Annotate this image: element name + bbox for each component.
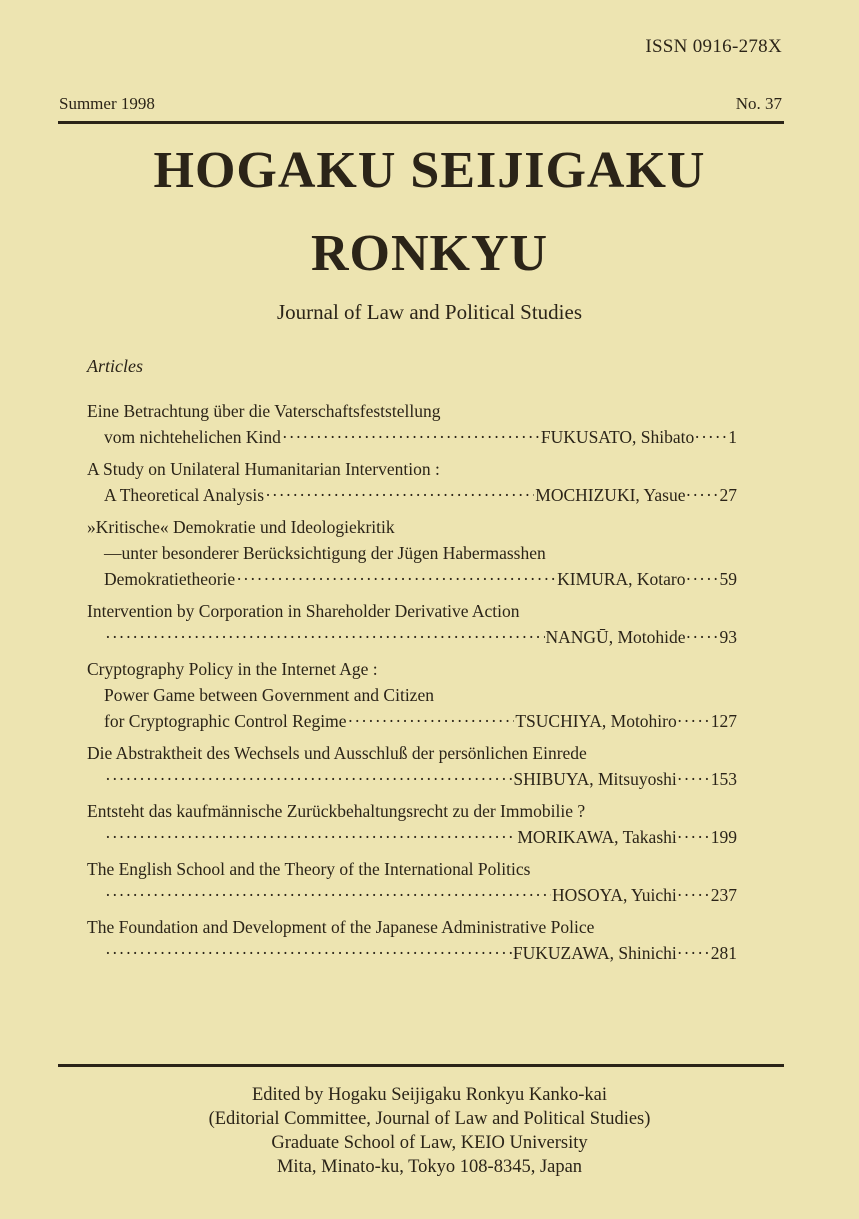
footer-line: Edited by Hogaku Seijigaku Ronkyu Kanko-kai bbox=[251, 1085, 608, 1105]
article-author: FUKUZAWA, Shinichi bbox=[512, 943, 677, 963]
article-title-line: Eine Betrachtung über die Vaterschaftsfeststellung bbox=[87, 401, 441, 421]
article-title-line: vom nichtehelichen Kind bbox=[104, 427, 281, 447]
article-page-number: 237 bbox=[710, 885, 737, 905]
leader-dots bbox=[677, 708, 711, 734]
article-author: TSUCHIYA, Motohiro bbox=[515, 711, 677, 731]
article-byline bbox=[87, 424, 737, 450]
leader-dots bbox=[677, 824, 711, 850]
issue-season: Summer 1998 bbox=[59, 94, 155, 113]
article-byline bbox=[87, 482, 737, 508]
article-page-number: 27 bbox=[719, 485, 737, 505]
article-page-number: 93 bbox=[719, 627, 737, 647]
article-page-number: 281 bbox=[710, 943, 737, 963]
leader-dots bbox=[105, 824, 516, 850]
article-title-line: A Study on Unilateral Humanitarian Intervention : bbox=[87, 459, 440, 479]
footer-line: (Editorial Committee, Journal of Law and Political Studies) bbox=[208, 1109, 651, 1129]
leader-dots bbox=[282, 424, 540, 450]
top-divider bbox=[58, 121, 784, 124]
article-byline bbox=[87, 940, 737, 966]
article-title-line: Intervention by Corporation in Shareholder Derivative Action bbox=[87, 601, 520, 621]
article-byline bbox=[87, 708, 737, 734]
toc-entry bbox=[87, 798, 737, 850]
leader-dots bbox=[686, 482, 720, 508]
article-author: HOSOYA, Yuichi bbox=[551, 885, 677, 905]
article-byline bbox=[87, 766, 737, 792]
article-title-line: Die Abstraktheit des Wechsels und Ausschluß der persönlichen Einrede bbox=[87, 743, 587, 763]
article-page-number: 1 bbox=[728, 427, 737, 447]
article-title-line: Cryptography Policy in the Internet Age : bbox=[87, 659, 378, 679]
article-author: FUKUSATO, Shibato bbox=[540, 427, 695, 447]
leader-dots bbox=[236, 566, 556, 592]
leader-dots bbox=[105, 940, 512, 966]
toc-entry bbox=[87, 856, 737, 908]
toc-entry bbox=[87, 656, 737, 734]
article-byline bbox=[87, 824, 737, 850]
article-author: SHIBUYA, Mitsuyoshi bbox=[513, 769, 677, 789]
leader-dots bbox=[686, 624, 720, 650]
article-page-number: 127 bbox=[710, 711, 737, 731]
leader-dots bbox=[677, 940, 711, 966]
toc-entry bbox=[87, 914, 737, 966]
article-byline bbox=[87, 624, 737, 650]
toc-entry bbox=[87, 740, 737, 792]
article-title-line: »Kritische« Demokratie und Ideologiekritik bbox=[87, 517, 395, 537]
leader-dots bbox=[105, 766, 512, 792]
footer-line: Mita, Minato-ku, Tokyo 108-8345, Japan bbox=[276, 1157, 583, 1177]
article-title-line: Power Game between Government and Citizen bbox=[104, 685, 434, 705]
article-title-line: A Theoretical Analysis bbox=[104, 485, 265, 505]
articles-heading: Articles bbox=[87, 356, 143, 376]
article-author: NANGŪ, Motohide bbox=[545, 627, 686, 647]
leader-dots bbox=[265, 482, 534, 508]
issue-number: No. 37 bbox=[735, 94, 782, 113]
issn-number: ISSN 0916-278X bbox=[645, 36, 782, 57]
leader-dots bbox=[686, 566, 720, 592]
table-of-contents bbox=[87, 398, 737, 972]
toc-entry bbox=[87, 456, 737, 508]
leader-dots bbox=[348, 708, 515, 734]
article-title-line: The Foundation and Development of the Japanese Administrative Police bbox=[87, 917, 595, 937]
article-title-line: —unter besonderer Berücksichtigung der Jügen Habermasshen bbox=[104, 543, 546, 563]
leader-dots bbox=[105, 882, 551, 908]
toc-entry bbox=[87, 598, 737, 650]
journal-subtitle: Journal of Law and Political Studies bbox=[276, 300, 583, 324]
article-title-line: for Cryptographic Control Regime bbox=[104, 711, 347, 731]
article-author: MORIKAWA, Takashi bbox=[517, 827, 677, 847]
article-page-number: 153 bbox=[710, 769, 737, 789]
toc-entry bbox=[87, 398, 737, 450]
footer-line: Graduate School of Law, KEIO University bbox=[271, 1133, 588, 1153]
leader-dots bbox=[694, 424, 728, 450]
article-title-line: Demokratietheorie bbox=[104, 569, 236, 589]
article-page-number: 199 bbox=[710, 827, 737, 847]
bottom-divider bbox=[58, 1064, 784, 1067]
article-author: KIMURA, Kotaro bbox=[557, 569, 686, 589]
journal-title-line-1: HOGAKU SEIJIGAKU bbox=[153, 142, 706, 199]
article-title-line: The English School and the Theory of the International Politics bbox=[87, 859, 531, 879]
article-title-line: Entsteht das kaufmännische Zurückbehaltungsrecht zu der Immobilie ? bbox=[87, 801, 586, 821]
article-author: MOCHIZUKI, Yasue bbox=[535, 485, 686, 505]
leader-dots bbox=[677, 882, 711, 908]
editorial-footer bbox=[0, 1083, 859, 1179]
journal-title-line-2: RONKYU bbox=[310, 225, 549, 282]
article-byline bbox=[87, 882, 737, 908]
article-byline bbox=[87, 566, 737, 592]
leader-dots bbox=[677, 766, 711, 792]
article-page-number: 59 bbox=[719, 569, 737, 589]
leader-dots bbox=[105, 624, 545, 650]
toc-entry bbox=[87, 514, 737, 592]
